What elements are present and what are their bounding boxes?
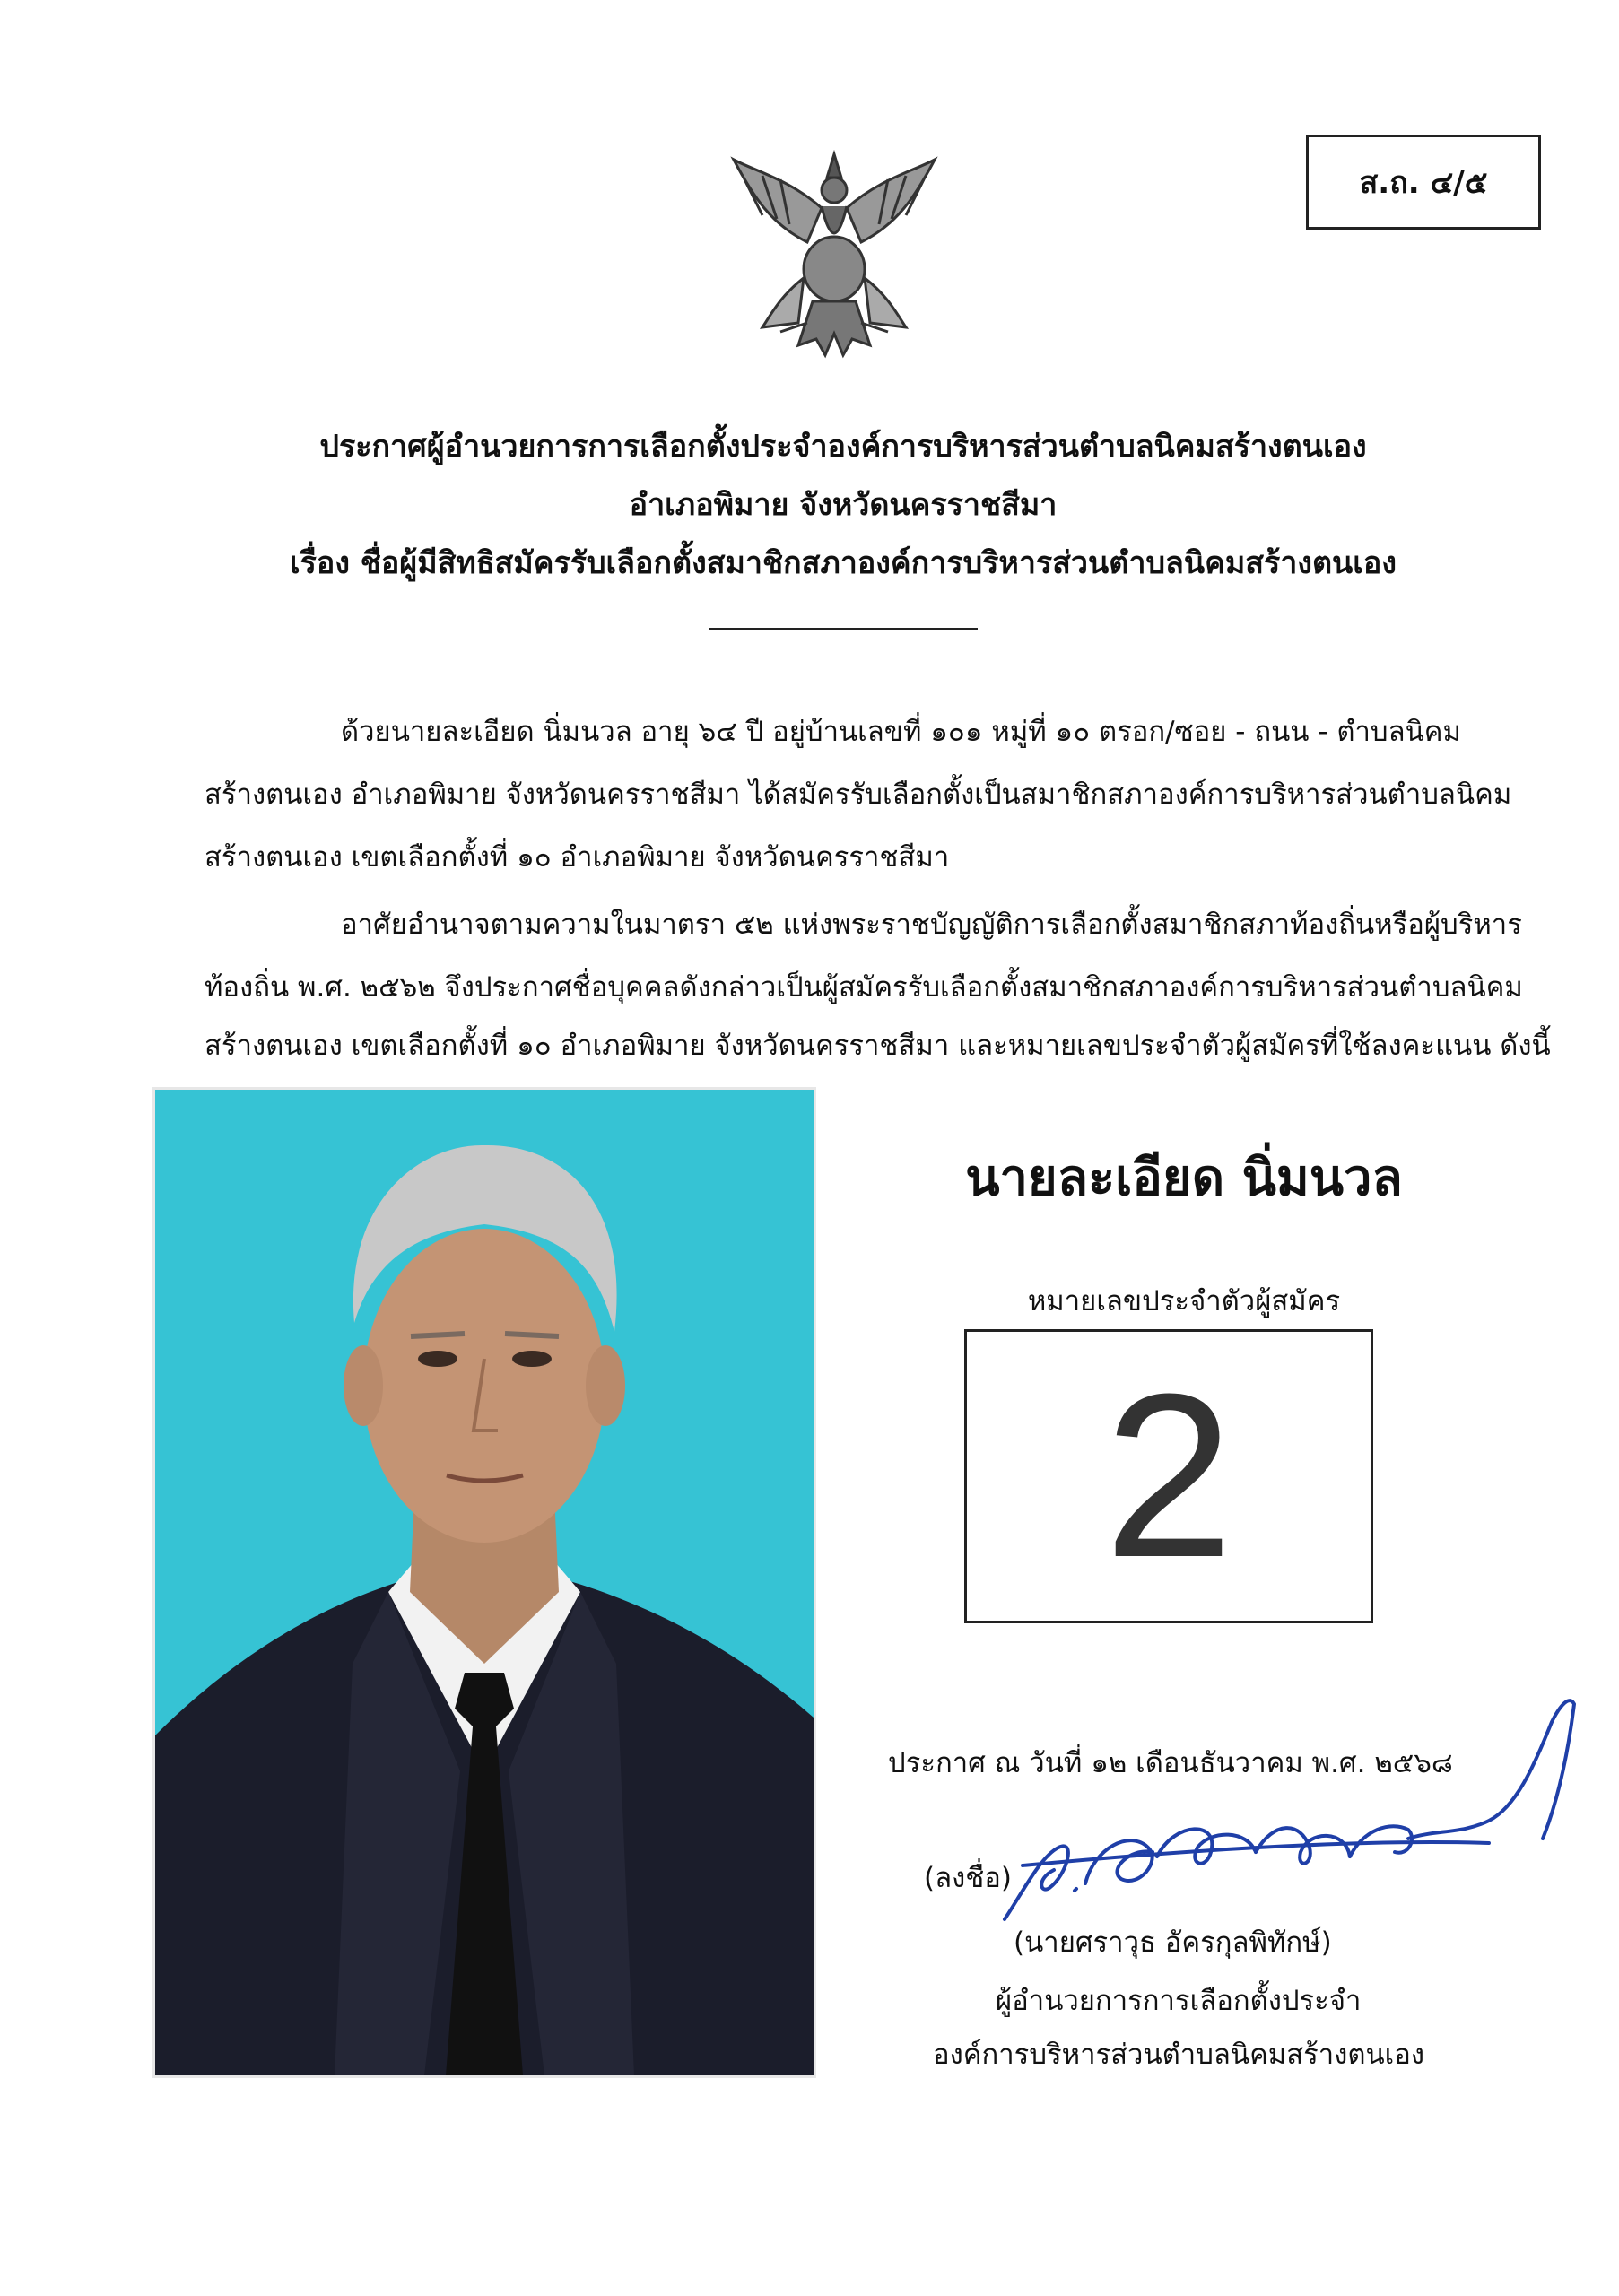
signer-position-line-1: ผู้อำนวยการการเลือกตั้งประจำ xyxy=(996,1985,1362,2017)
paragraph-2-line-2: ท้องถิ่น พ.ศ. ๒๕๖๒ จึงประกาศชื่อบุคคลดังกล่าวเป็นผู้สมัครรับเลือกตั้งสมาชิกสภาองค์การบริหารส่วนตำบลนิคม xyxy=(205,971,1523,1004)
signed-label: (ลงชื่อ) xyxy=(924,1862,1012,1894)
paragraph-2-line-3: สร้างตนเอง เขตเลือกตั้งที่ ๑๐ อำเภอพิมาย จังหวัดนครราชสีมา และหมายเลขประจำตัวผู้สมัครที่ใช้ลงคะแนน ดังนี้ xyxy=(205,1030,1551,1062)
candidate-number-box xyxy=(964,1329,1373,1623)
garuda-emblem-icon xyxy=(727,144,942,363)
heading-line-3: เรื่อง ชื่อผู้มีสิทธิสมัครรับเลือกตั้งสมาชิกสภาองค์การบริหารส่วนตำบลนิคมสร้างตนเอง xyxy=(290,545,1397,581)
announcement-date: ประกาศ ณ วันที่ ๑๒ เดือนธันวาคม พ.ศ. ๒๕๖๘ xyxy=(888,1747,1453,1779)
signer-position-line-2: องค์การบริหารส่วนตำบลนิคมสร้างตนเอง xyxy=(933,2039,1425,2071)
candidate-photo xyxy=(152,1087,816,2078)
candidate-number-caption: หมายเลขประจำตัวผู้สมัคร xyxy=(1027,1285,1341,1318)
candidate-name: นายละเอียด นิ่มนวล xyxy=(965,1149,1403,1207)
paragraph-1-line-2: สร้างตนเอง อำเภอพิมาย จังหวัดนครราชสีมา ได้สมัครรับเลือกตั้งเป็นสมาชิกสภาองค์การบริหารส่วนตำบลนิคม xyxy=(205,778,1512,811)
paragraph-2-line-1: อาศัยอำนาจตามความในมาตรา ๕๒ แห่งพระราชบัญญัติการเลือกตั้งสมาชิกสภาท้องถิ่นหรือผู้บริหาร xyxy=(341,909,1522,941)
candidate-number: 2 xyxy=(1103,1346,1234,1606)
signer-name: (นายศราวุธ อัครกุลพิทักษ์) xyxy=(1014,1926,1332,1959)
form-code-box xyxy=(1306,135,1541,230)
heading-line-2: อำเภอพิมาย จังหวัดนครราชสีมา xyxy=(629,487,1058,523)
form-code-label: ส.ถ. ๔/๕ xyxy=(1359,165,1488,201)
paragraph-1-line-1: ด้วยนายละเอียด นิ่มนวล อายุ ๖๔ ปี อยู่บ้านเลขที่ ๑๐๑ หมู่ที่ ๑๐ ตรอก/ซอย - ถนน - ตำบลนิคม xyxy=(341,716,1461,748)
paragraph-1-line-3: สร้างตนเอง เขตเลือกตั้งที่ ๑๐ อำเภอพิมาย จังหวัดนครราชสีมา xyxy=(205,841,950,874)
handwritten-signature xyxy=(987,1686,1597,1937)
heading-divider xyxy=(709,628,978,630)
heading-line-1: ประกาศผู้อำนวยการการเลือกตั้งประจำองค์การบริหารส่วนตำบลนิคมสร้างตนเอง xyxy=(319,429,1367,465)
